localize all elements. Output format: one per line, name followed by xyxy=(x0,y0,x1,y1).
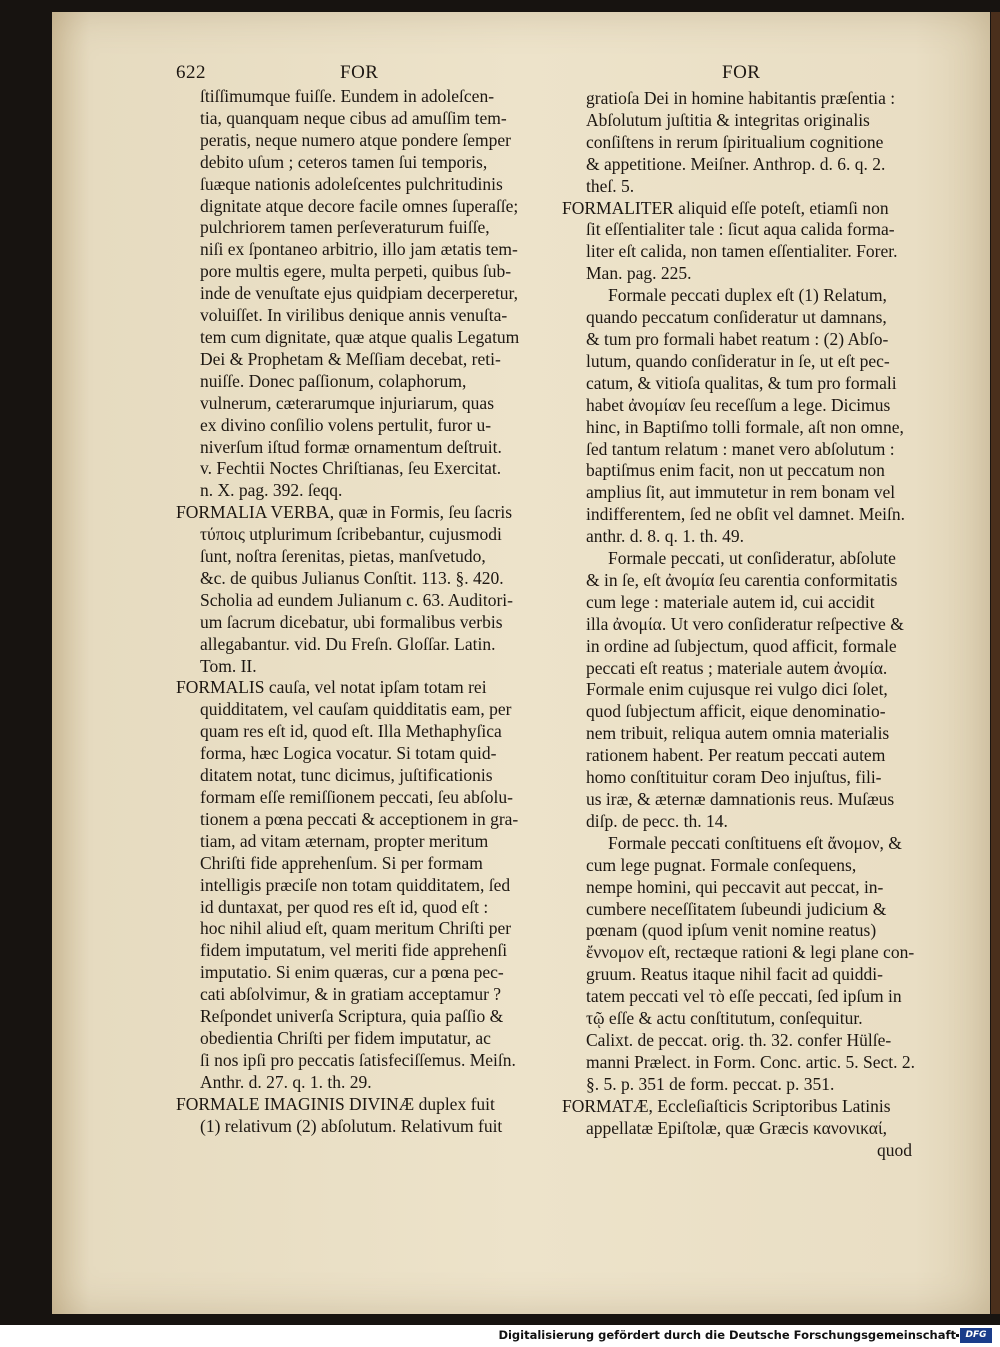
text-line: liter eſt calida, non tamen eſſentialiter. Forer. xyxy=(586,241,898,262)
right-running-head: FOR xyxy=(722,62,761,83)
text-line: tiam, ad vitam æternam, propter meritum xyxy=(200,830,489,851)
text-line: ἔννομον eſt, rectæque rationi & legi plane con- xyxy=(586,942,915,963)
text-line: voluiſſet. In virilibus denique annis venuſta- xyxy=(200,305,508,326)
text-line: homo conſtituitur coram Deo injuſtus, fili- xyxy=(586,767,882,788)
text-line: ſunt, noſtra ſerenitas, pietas, manſvetudo, xyxy=(200,546,486,567)
text-line: manni Prælect. in Form. Conc. artic. 5. Sect. 2. xyxy=(586,1051,916,1072)
text-line: Chriſti fide apprehenſum. Si per formam xyxy=(200,852,483,873)
text-line: v. Fechtii Noctes Chriſtianas, ſeu Exercitat. xyxy=(200,458,502,479)
text-line: ſi nos ipſi pro peccatis ſatisfeciſſemus. Meiſn. xyxy=(200,1049,516,1070)
text-line: hoc nihil aliud eſt, quam meritum Chriſti per xyxy=(200,918,512,939)
footer-bar xyxy=(0,1325,1000,1347)
text-line: FORMALE IMAGINIS DIVINÆ duplex fuit xyxy=(176,1093,495,1114)
text-line: FORMALIS cauſa, vel notat ipſam totam rei xyxy=(176,677,487,698)
right-text-column xyxy=(562,88,932,1161)
text-line: id duntaxat, per quod res eſt id, quod eſt : xyxy=(200,896,489,917)
text-line: theſ. 5. xyxy=(586,175,635,196)
text-line: formam eſſe remiſſionem peccati, ſeu abſolu- xyxy=(200,787,513,807)
text-line: Formale peccati, ut conſideratur, abſolute xyxy=(608,548,896,569)
text-line: ditatem notat, tunc dicimus, juſtificationis xyxy=(200,765,493,786)
text-line: amplius ſit, aut immutetur in rem bonam vel xyxy=(586,482,896,503)
text-line: pore multis egere, multa perpeti, quibus ſub- xyxy=(200,261,512,282)
text-line: FORMATÆ, Eccleſiaſticis Scriptoribus Latinis xyxy=(562,1095,891,1116)
text-line: in ordine ad ſubjectum, quod afficit, formale xyxy=(586,635,897,656)
text-line: nuiſſe. Donec paſſionum, colaphorum, xyxy=(200,370,467,391)
text-line: quidditatem, vel cauſam quidditatis eam, per xyxy=(200,699,512,720)
text-line: us iræ, & æternæ damnationis reus. Muſæus xyxy=(586,789,895,809)
text-line: niverſum iſtud formæ ornamentum deſtruit. xyxy=(200,436,502,457)
text-line: catum, & vitioſa qualitas, & tum pro formali xyxy=(586,372,897,393)
text-line: nem tribuit, reliqua autem omnia materialis xyxy=(586,723,890,744)
text-line: anthr. d. 8. q. 1. th. 49. xyxy=(586,526,744,547)
text-line: Scholia ad eundem Julianum c. 63. Auditori- xyxy=(200,589,514,610)
text-line: peratis, neque numero atque pondere ſemper xyxy=(200,129,511,150)
text-line: conſiſtens in rerum ſpiritualium cognitione xyxy=(586,131,884,152)
footer-separator-dot xyxy=(956,1334,959,1337)
text-line: quam res eſt id, quod eſt. Illa Methaphyſica xyxy=(200,721,502,742)
text-line: vulnerum, cæterarumque injuriarum, quas xyxy=(200,392,495,413)
text-line: ex divino conſilio volens pertulit, furor u- xyxy=(200,414,492,435)
text-line: gruum. Reatus itaque nihil facit ad quiddi- xyxy=(586,964,883,985)
text-line: diſp. de pecc. th. 14. xyxy=(586,810,728,831)
text-line: forma, hæc Logica vocatur. Si totam quid- xyxy=(200,743,497,764)
text-line: quando peccatum conſideratur ut damnans, xyxy=(586,307,887,328)
text-line: tionem a pœna peccati & acceptionem in gra- xyxy=(200,808,519,829)
text-line: quod ſubjectum afficit, eique denominatio- xyxy=(586,701,886,722)
text-line: niſi ex ſpontaneo arbitrio, illo jam ætatis tem- xyxy=(200,239,518,260)
text-line: FORMALIA VERBA, quæ in Formis, ſeu ſacris xyxy=(176,502,513,523)
text-line: Calixt. de peccat. orig. th. 32. confer Hülſe- xyxy=(586,1029,892,1050)
text-line: Abſolutum juſtitia & integritas originalis xyxy=(586,109,870,130)
footer-credit: Digitalisierung gefördert durch die Deutsche Forschungsgemeinschaft xyxy=(498,1328,956,1342)
text-line: & tum pro formali habet reatum : (2) Abſo- xyxy=(586,328,889,349)
text-line: ſtiſſimumque fuiſſe. Eundem in adoleſcen- xyxy=(200,86,495,106)
text-line: peccati eſt reatus ; materiale autem ἀνομία. xyxy=(586,657,888,678)
text-line: dignitate atque decore facile omnes ſuperaſſe; xyxy=(200,195,519,216)
text-line: ſed tantum relatum : manet vero abſolutum : xyxy=(586,438,895,459)
text-line: inde de venuſtate ejus quidpiam decerperetur, xyxy=(200,283,519,304)
text-line: pulchriorem tamen perſeveraturum fuiſſe, xyxy=(200,217,490,238)
text-line: Reſpondet univerſa Scriptura, quia paſſio & xyxy=(200,1006,504,1027)
text-line: &c. de quibus Julianus Conſtit. 113. §. 420. xyxy=(200,567,504,588)
left-running-head: FOR xyxy=(340,62,379,83)
text-line: tatem peccati vel τὸ eſſe peccati, ſed ipſum in xyxy=(586,986,902,1007)
text-line: (1) relativum (2) abſolutum. Relativum fuit xyxy=(200,1115,503,1136)
text-line: Formale peccati duplex eſt (1) Relatum, xyxy=(608,285,887,306)
page-edge xyxy=(991,12,1000,1314)
text-line: §. 5. p. 351 de form. peccat. p. 351. xyxy=(586,1073,835,1094)
text-line: FORMALITER aliquid eſſe poteſt, etiamſi non xyxy=(562,197,889,218)
text-line: τῷ eſſe & actu conſtitutum, conſequitur. xyxy=(586,1008,863,1029)
text-line: lutum, quando conſideratur in ſe, ut eſt pec- xyxy=(586,350,890,371)
left-text-column xyxy=(176,86,546,1138)
text-line: illa ἀνομία. Ut vero conſideratur reſpective & xyxy=(586,613,904,634)
dfg-logo: DFG xyxy=(960,1328,992,1343)
text-line: Formale peccati conſtituens eſt ἄνομον, & xyxy=(608,832,902,853)
text-line: fidem imputatum, vel meriti fide apprehenſi xyxy=(200,940,508,961)
text-line: Formale enim cujusque rei vulgo dici ſolet, xyxy=(586,679,888,700)
text-line: & in ſe, eſt ἀνομία ſeu carentia conformitatis xyxy=(586,569,898,590)
text-line: quod xyxy=(877,1139,912,1160)
text-line: ſuæque nationis adoleſcentes pulchritudinis xyxy=(200,173,503,194)
text-line: cum lege pugnat. Formale conſequens, xyxy=(586,854,857,875)
text-line: pœnam (quod ipſum venit nomine reatus) xyxy=(586,920,877,941)
text-line: cati abſolvimur, & in gratiam acceptamur ? xyxy=(200,984,502,1005)
text-line: appellatæ Epiſtolæ, quæ Græcis κανονικαί, xyxy=(586,1117,888,1138)
text-line: cumbere neceſſitatem ſubeundi judicium & xyxy=(586,898,887,919)
text-line: um ſacrum dicebatur, ubi formalibus verbis xyxy=(200,611,503,632)
text-line: Anthr. d. 27. q. 1. th. 29. xyxy=(200,1071,372,1092)
text-line: Tom. II. xyxy=(200,655,257,676)
text-line: Dei & Prophetam & Meſſiam decebat, reti- xyxy=(200,348,501,369)
text-line: tia, quanquam neque cibus ad amuſſim tem- xyxy=(200,107,507,128)
text-line: habet ἀνομίαν ſeu receſſum a lege. Dicimus xyxy=(586,394,891,415)
text-line: baptiſmus enim facit, non ut peccatum non xyxy=(586,460,885,481)
text-line: Man. pag. 225. xyxy=(586,263,692,284)
text-line: tem cum dignitate, quæ atque qualis Legatum xyxy=(200,326,520,347)
text-line: ſit eſſentialiter tale : ſicut aqua calida forma- xyxy=(586,219,895,240)
text-line: indifferentem, ſed ne obſit vel damnet. Meiſn. xyxy=(586,504,905,525)
text-line: & appetitione. Meiſner. Anthrop. d. 6. q. 2. xyxy=(586,153,886,174)
text-line: n. X. pag. 392. ſeqq. xyxy=(200,480,343,501)
text-line: debito uſum ; ceteros tamen ſui temporis, xyxy=(200,151,488,172)
text-line: rationem habent. Per reatum peccati autem xyxy=(586,745,886,766)
text-line: obedientia Chriſti per fidem imputatur, ac xyxy=(200,1027,491,1048)
text-line: intelligis præciſe non totam quidditatem, ſed xyxy=(200,874,511,895)
text-line: τύποις utplurimum ſcribebantur, cujusmodi xyxy=(200,524,502,545)
page-number: 622 xyxy=(176,62,206,83)
text-line: nempe homini, qui peccavit aut peccat, in- xyxy=(586,876,884,897)
text-line: allegabantur. vid. Du Freſn. Gloſſar. Latin. xyxy=(200,633,496,654)
text-line: imputatio. Si enim quæras, cur a pœna pec- xyxy=(200,962,504,983)
text-line: hinc, in Baptiſmo tolli formale, aſt non omne, xyxy=(586,416,904,437)
text-line: cum lege : materiale autem id, cui accidit xyxy=(586,591,875,612)
text-line: gratioſa Dei in homine habitantis præſentia : xyxy=(586,88,896,108)
